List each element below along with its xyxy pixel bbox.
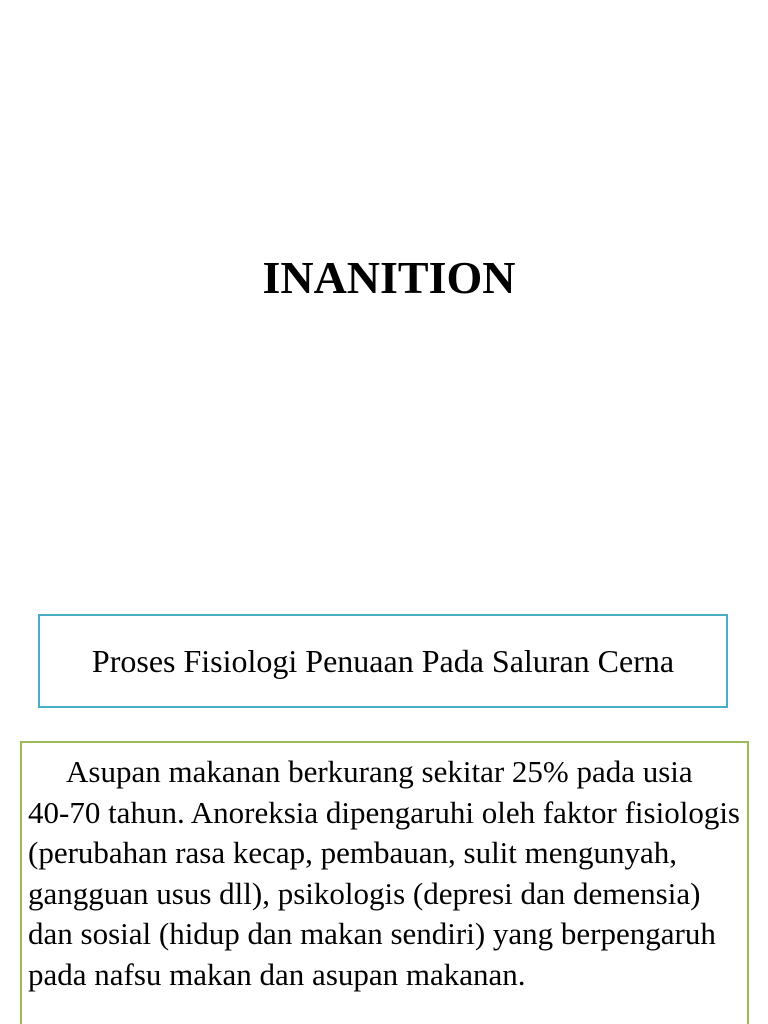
body-text-box	[20, 741, 749, 1024]
slide-title: INANITION	[262, 252, 516, 303]
body-paragraph: Asupan makanan berkurang sekitar 25% pada usia 40-70 tahun. Anoreksia dipengaruhi oleh faktor fisiologis (perubahan rasa kecap, pembauan, sulit mengunyah, gangguan usus dll), psikologis (depresi dan demensia) dan sosial (hidup dan makan sendiri) yang berpengaruh pada nafsu makan dan asupan makanan.	[28, 754, 741, 992]
slide-subtitle: Proses Fisiologi Penuaan Pada Saluran Cerna	[91, 643, 675, 679]
subtitle-box	[38, 614, 728, 708]
